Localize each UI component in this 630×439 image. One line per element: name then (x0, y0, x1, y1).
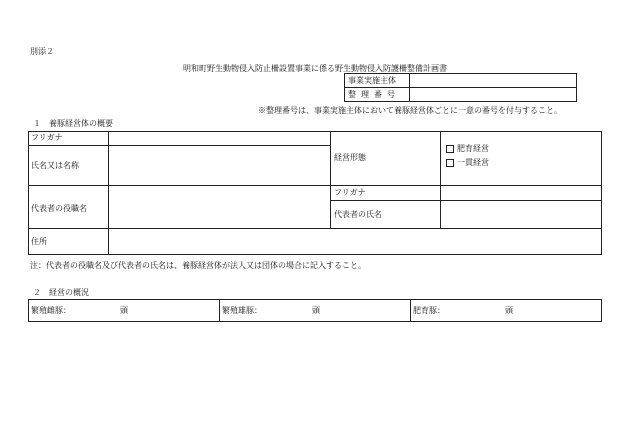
grid-line (440, 131, 441, 228)
form-number: 別添２ (30, 47, 54, 56)
rep-title-field[interactable] (112, 188, 324, 225)
breeding-boar-field[interactable] (272, 302, 310, 319)
breeding-sow-unit: 頭 (120, 306, 128, 315)
address-field[interactable] (112, 231, 598, 252)
integrated-option-label: 一貫経営 (457, 158, 489, 167)
fattening-pig-field[interactable] (455, 302, 503, 319)
document-title: 明和町野生動物侵入防止柵設置事業に係る野生動物侵入防護柵整備計画書 (183, 64, 447, 73)
grid-line (108, 131, 109, 255)
rep-name-label: 代表者の氏名 (334, 210, 382, 219)
grid-line (28, 145, 330, 146)
address-label: 住所 (31, 237, 47, 246)
section1-heading: １ 養豚経営体の概要 (33, 119, 113, 128)
furigana-field[interactable] (112, 133, 324, 144)
breeding-boar-unit: 頭 (312, 306, 320, 315)
number-label: 整理番号 (345, 88, 410, 102)
number-note: ※整理番号は、事業実施主体において養豚経営体ごとに一意の番号を付与すること。 (258, 106, 562, 115)
grid-line (28, 185, 602, 186)
representative-note: 注：代表者の役職名及び代表者の氏名は、養豚経営体が法人又は団体の場合に記入すること。 (30, 261, 366, 270)
number-field[interactable] (410, 88, 577, 102)
name-field[interactable] (112, 148, 324, 182)
rep-name-field[interactable] (444, 203, 598, 225)
management-type-label: 経営形態 (334, 153, 366, 162)
management-table (344, 73, 577, 102)
rep-furigana-field[interactable] (444, 187, 598, 198)
grid-line (410, 299, 411, 322)
name-label: 氏名又は名称 (31, 161, 79, 170)
fattening-pig-label: 肥育豚： (413, 306, 445, 315)
grid-line (330, 200, 602, 201)
breeding-boar-label: 繁殖雄豚： (222, 306, 262, 315)
grid-line (28, 228, 602, 229)
option-integrated[interactable] (446, 159, 489, 167)
rep-furigana-label: フリガナ (334, 188, 366, 197)
section2-heading: ２ 経営の概況 (33, 288, 89, 297)
furigana-label: フリガナ (31, 133, 63, 142)
breeding-sow-field[interactable] (80, 302, 118, 319)
implementer-field[interactable] (410, 74, 577, 88)
grid-line (219, 299, 220, 322)
grid-line (330, 131, 331, 228)
integrated-checkbox[interactable] (446, 159, 454, 167)
fattening-pig-unit: 頭 (505, 306, 513, 315)
rep-title-label: 代表者の役職名 (31, 204, 87, 213)
breeding-sow-label: 繁殖雌豚： (31, 306, 71, 315)
fattening-option-label: 肥育経営 (457, 144, 489, 153)
option-fattening[interactable] (446, 145, 489, 153)
implementer-label: 事業実施主体 (345, 74, 410, 88)
fattening-checkbox[interactable] (446, 145, 454, 153)
